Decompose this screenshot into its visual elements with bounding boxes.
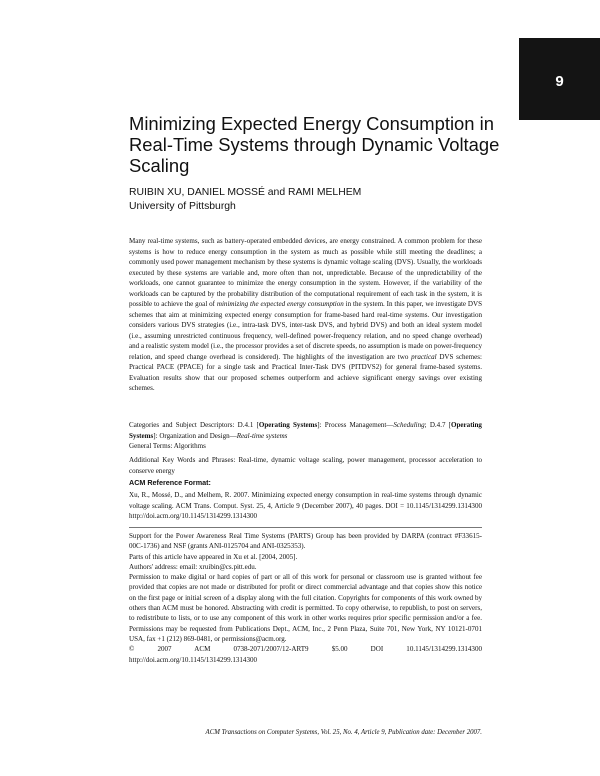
subject-descriptors [129, 420, 482, 441]
descriptor-lead: Categories and Subject Descriptors: D.4.1 [ [129, 421, 259, 429]
abstract-part-2: in the system. In this paper, we investigate DVS schemes that aim at minimizing expected energy consumption for frame-based hard real-time systems. Our investigation considers various DVS strategies (i.e., intra-task DVS, inter-task DVS, and hybrid DVS) and both an ideal system model (i.e., assuming unrestricted continuous frequency, well-defined power-frequency relation, and no speed change overhead) and a realistic system model (i.e., the processor provides a set of discrete speeds, no assumption is made on power-frequency relation, and speed change overhead is considered). The highlights of the investigation are two [129, 300, 482, 361]
paper-title: Minimizing Expected Energy Consumption in Real-Time Systems through Dynamic Voltage Scaling [129, 113, 500, 176]
descriptor-bold-1: Operating Systems [258, 421, 318, 429]
acm-reference-heading: ACM Reference Format: [129, 478, 211, 487]
paper-authors: RUIBIN XU, DANIEL MOSSÉ and RAMI MELHEM [129, 187, 362, 198]
footnote-support: Support for the Power Awareness Real Time Systems (PARTS) Group has been provided by DARPA (contract #F33615-00C-1736) and NSF (grants ANI-0125704 and ANI-0325353). [129, 532, 482, 551]
abstract-part-3: DVS schemes: Practical PACE (PPACE) for a single task and Practical Inter-Task DVS (PITDVS2) for general frame-based systems. Evaluation results show that our proposed schemes outperform and achieve significant energy savings over existing schemes. [129, 352, 482, 392]
footnote-prior-publication: Parts of this article have appeared in Xu et al. [2004, 2005]. [129, 552, 298, 561]
abstract [129, 236, 482, 394]
abstract-part-1: Many real-time systems, such as battery-operated embedded devices, are energy constrained. A common problem for these systems is how to reduce energy consumption in the system as much as possible while still meeting the deadlines; a commonly used power management mechanism by these systems is dynamic voltage scaling (DVS). Usually, the workloads executed by these systems are variable and, more often than not, unpredictable. Because of the unpredictability of the workloads, one cannot guarantee to minimize the energy consumption in the system. However, if the variability of the workloads can be captured by the probability distribution of the computational requirement of each task in the system, it is possible to achieve the goal of [129, 237, 482, 308]
abstract-emphasis-1: minimizing the expected energy consumption [216, 300, 344, 308]
page-number-tab [519, 38, 600, 120]
keywords: Additional Key Words and Phrases: Real-time, dynamic voltage scaling, power management, processor acceleration to conserve energy [129, 456, 482, 475]
descriptor-italic-2: Real-time systems [236, 431, 288, 440]
acm-reference-citation: Xu, R., Mossé, D., and Melhem, R. 2007. Minimizing expected energy consumption in real-time systems through dynamic voltage scaling. ACM Trans. Comput. Syst. 25, 4, Article 9 (December 2007), 40 pages. DOI = 10.1145/1314299.1314300 http://doi.acm.org/10.1145/1314299.1314300 [129, 491, 482, 520]
footnotes [129, 531, 482, 665]
paper-affiliation: University of Pittsburgh [129, 201, 236, 212]
footnote-copyright: © 2007 ACM 0738-2071/2007/12-ART9 $5.00 DOI 10.1145/1314299.1314300 http://doi.acm.org/10.1145/1314299.1314300 [129, 645, 482, 664]
page-number: 9 [555, 73, 564, 90]
descriptor-italic-1: Scheduling [393, 421, 425, 429]
footnote-permission: Permission to make digital or hard copies of part or all of this work for personal or classroom use is granted without fee provided that copies are not made or distributed for profit or direct commercial advantage and that copies show this notice on the first page or initial screen of a display along with the full citation. Copyrights for components of this work owned by others than ACM must be honored. Abstracting with credit is permitted. To copy otherwise, to republish, to post on servers, to redistribute to lists, or to use any component of this work in other works requires prior specific permission and/or a fee. Permissions may be requested from Publications Dept., ACM, Inc., 2 Penn Plaza, Suite 701, New York, NY 10121-0701 USA, fax +1 (212) 869-0481, or permissions@acm.org. [129, 573, 482, 643]
descriptor-mid-1: ]: Process Management— [317, 421, 394, 429]
footnote-author-address: Authors' address: email: xruibin@cs.pitt.edu. [129, 562, 257, 571]
descriptor-mid-3: ]: Organization and Design— [153, 431, 237, 440]
footnote-divider [129, 527, 482, 528]
descriptor-bold-2: Operating Systems [129, 421, 482, 440]
general-terms: General Terms: Algorithms [129, 442, 206, 450]
abstract-emphasis-2: practical [411, 352, 437, 361]
journal-footer: ACM Transactions on Computer Systems, Vol. 25, No. 4, Article 9, Publication date: December 2007. [205, 729, 482, 736]
descriptor-mid-2: ; D.4.7 [ [424, 421, 452, 429]
